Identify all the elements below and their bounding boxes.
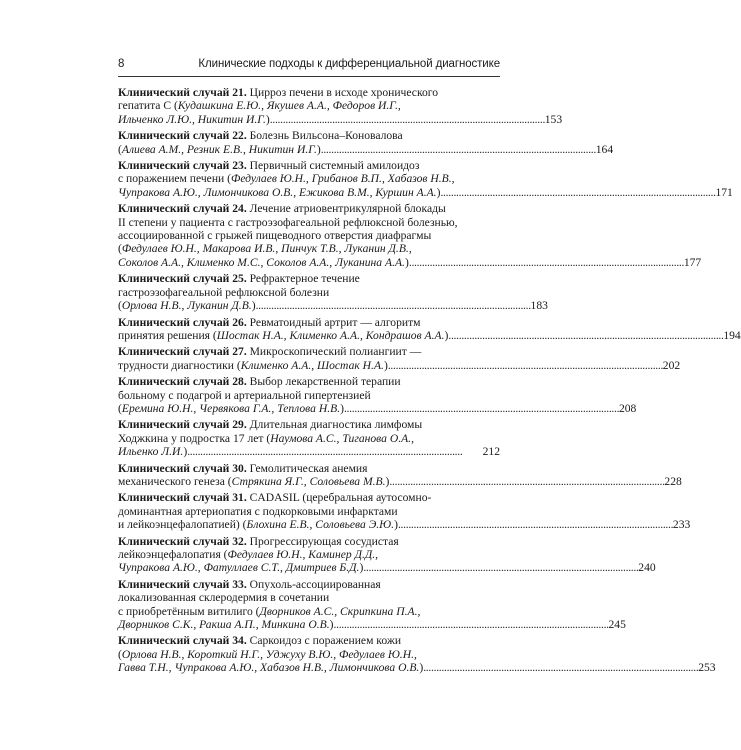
toc-line [118, 432, 500, 445]
toc-entry[interactable] [118, 315, 741, 343]
toc-entry[interactable] [118, 375, 637, 415]
title-text: Выбор лекарственной терапии [249, 375, 401, 389]
toc-line [118, 401, 637, 415]
toc-line [118, 591, 500, 604]
authors-text: Наумова А.С., Тиганова О.А., [270, 431, 414, 445]
authors-text: Дворников А.С., Скрипкина П.А., [259, 604, 421, 618]
authors-text: Клименко А.А., Шостак Н.А. [240, 358, 384, 372]
dot-leader [321, 143, 595, 156]
toc-line [118, 561, 656, 575]
page-ref: 171 [715, 185, 733, 199]
page-ref: 153 [544, 112, 563, 126]
toc-line [118, 112, 563, 126]
title-text: с приобретённым витилиго ( [118, 604, 260, 618]
title-text: ) [444, 328, 449, 342]
toc-line [118, 255, 702, 269]
toc-line [118, 535, 500, 548]
title-text: и лейкоэнцефалопатией) ( [118, 518, 247, 532]
toc-line-text [118, 329, 448, 342]
toc-line [118, 445, 500, 458]
toc-line [118, 345, 500, 358]
title-text: ) [183, 445, 188, 459]
toc-line-text [118, 272, 360, 285]
toc-line [118, 418, 500, 431]
toc-line [118, 462, 500, 475]
toc-line-text [118, 591, 329, 604]
authors-text: Федулаев Ю.Н., Каминер Д.Д., [227, 548, 379, 561]
toc-line-text [118, 535, 399, 548]
table-of-contents [118, 86, 741, 678]
title-text: Опухоль-ассоциированная [249, 577, 381, 591]
toc-line-text [118, 505, 398, 518]
dot-leader [187, 445, 481, 458]
case-label: Клинический случай 25. [118, 272, 247, 286]
toc-line-text [118, 299, 256, 312]
authors-text: Ильенко Л.И. [118, 445, 184, 459]
title-text: Первичный системный амилоидоз [249, 159, 420, 173]
title-text: ( [118, 142, 122, 156]
title-text: Ревматоидный артрит — алгоритм [249, 315, 421, 329]
authors-text: Чупракова А.Ю., Фатуллаев С.Т., Дмитриев Б.Д. [118, 561, 360, 575]
dot-leader [409, 256, 683, 269]
case-label: Клинический случай 27. [118, 345, 247, 359]
running-title: Клинические подходы к дифференциальной диагностике [198, 58, 500, 70]
toc-line-text [118, 648, 417, 661]
toc-line-text [118, 618, 334, 631]
title-text: лейкоэнцефалопатия ( [118, 548, 228, 561]
toc-line [118, 474, 682, 488]
page-ref: 233 [672, 518, 691, 532]
toc-entry[interactable] [118, 159, 733, 199]
toc-line-text [118, 432, 414, 445]
page-ref: 240 [638, 561, 656, 575]
toc-line-text [118, 86, 438, 99]
dot-leader [270, 113, 544, 126]
dot-leader [398, 518, 672, 531]
toc-line [118, 242, 500, 255]
toc-line-text [118, 661, 423, 674]
dot-leader [389, 475, 663, 488]
page-ref: 202 [662, 358, 681, 372]
title-text: с поражением печени ( [118, 172, 231, 186]
title-text: Ходжкина у подростка 17 лет ( [118, 431, 271, 445]
title-text: ) [394, 518, 398, 532]
toc-line [118, 286, 500, 299]
authors-text: Ильченко Л.Ю., Никитин И.Г. [118, 112, 266, 126]
toc-line [118, 142, 614, 156]
title-text: гепатита С ( [118, 99, 178, 113]
toc-line-text [118, 462, 367, 475]
toc-line [118, 548, 500, 561]
title-text: ) [251, 299, 256, 313]
toc-line-text [118, 345, 421, 358]
title-text: ассоциированной с грыжей пищеводного отверстия диафрагмы [118, 229, 432, 243]
case-label: Клинический случай 23. [118, 159, 247, 173]
toc-line [118, 491, 500, 504]
page-ref: 208 [618, 401, 637, 415]
page-ref: 194 [723, 328, 741, 342]
page-ref: 177 [683, 255, 702, 269]
case-label: Клинический случай 32. [118, 534, 247, 548]
toc-entry[interactable] [118, 202, 702, 269]
toc-line-text [118, 186, 440, 199]
toc-line [118, 129, 500, 142]
title-text: ) [329, 618, 334, 632]
toc-line [118, 605, 500, 618]
authors-text: Стрякина Я.Г., Соловьева М.В. [231, 474, 386, 488]
title-text: доминантная артериопатия с подкорковыми инфарктами [118, 504, 398, 518]
toc-line [118, 185, 733, 199]
authors-text: Дворников С.К., Ракша А.П., Минкина О.В. [118, 618, 330, 632]
toc-line-text [118, 578, 381, 591]
toc-line-text [118, 548, 378, 561]
toc-entry[interactable] [118, 272, 548, 313]
toc-line-text [118, 561, 363, 574]
toc-line-text [118, 359, 388, 372]
authors-text: Блохина Е.В., Соловьева Э.Ю. [246, 518, 395, 532]
toc-line [118, 648, 500, 661]
page-header [118, 58, 500, 76]
authors-text: Орлова Н.В., Короткий Н.Г., Уджуху В.Ю., Федулаев Ю.Н., [121, 647, 417, 661]
title-text: Микроскопический полиангиит — [249, 345, 422, 359]
title-text: механического генеза ( [118, 474, 232, 488]
title-text: ( [118, 242, 122, 256]
toc-line [118, 216, 500, 229]
title-text: CADASIL (церебральная аутосомно- [249, 491, 432, 505]
toc-entry[interactable] [118, 534, 656, 575]
toc-line [118, 229, 500, 242]
toc-line-text [118, 402, 344, 415]
title-text: II степени у пациента с гастроэзофагеальной рефлюксной болезнью, [118, 215, 458, 229]
toc-line-text [118, 445, 187, 458]
toc-line-text [118, 99, 401, 112]
toc-line-text [118, 172, 455, 185]
page-ref: 228 [664, 474, 682, 488]
title-text: ( [118, 647, 122, 661]
title-text: Гемолитическая анемия [249, 461, 368, 475]
toc-line-text [118, 216, 458, 229]
dot-leader [256, 299, 530, 312]
title-text: ) [419, 661, 424, 675]
dot-leader [423, 661, 697, 674]
toc-line [118, 159, 500, 172]
toc-line-text [118, 418, 422, 431]
case-label: Клинический случай 29. [118, 418, 247, 432]
case-label: Клинический случай 26. [118, 315, 247, 329]
case-label: Клинический случай 31. [118, 491, 247, 505]
title-text: Цирроз печени в исходе хронического [249, 86, 439, 99]
toc-entry[interactable] [118, 418, 500, 458]
toc-line-text [118, 316, 421, 329]
toc-line [118, 299, 548, 313]
authors-text: Еремина Ю.Н., Червякова Г.А., Теплова Н.В. [121, 401, 341, 415]
toc-line-text [118, 605, 420, 618]
title-text: ) [385, 474, 390, 488]
toc-line [118, 358, 681, 372]
toc-line [118, 578, 500, 591]
authors-text: Гавва Т.Н., Чупракова А.Ю., Хабазов Н.В., Лимончикова О.В. [118, 661, 420, 675]
title-text: ) [383, 358, 388, 372]
toc-line-text [118, 634, 401, 647]
title-text: больному с подагрой и артериальной гипертензией [118, 388, 371, 402]
dot-leader [388, 359, 662, 372]
toc-line [118, 634, 500, 647]
toc-line-text [118, 518, 398, 531]
title-text: Лечение атриовентрикулярной блокады [249, 202, 446, 216]
toc-line [118, 172, 500, 185]
authors-text: Чупракова А.Ю., Лимончикова О.В., Ежикова В.М., Куршин А.А. [118, 185, 437, 199]
page-number: 8 [118, 58, 125, 70]
toc-entry[interactable] [118, 577, 626, 632]
title-text: локализованная склеродермия в сочетании [118, 591, 330, 605]
authors-text: Федулаев Ю.Н., Макарова И.В., Пинчук Т.В., Луканин Д.В., [121, 242, 412, 256]
dot-leader [440, 186, 714, 199]
title-text: ) [404, 255, 409, 269]
toc-line [118, 202, 500, 215]
toc-line [118, 86, 500, 99]
title-text: Болезнь Вильсона–Коновалова [249, 129, 403, 143]
toc-line-text [118, 229, 431, 242]
title-text: ) [265, 112, 270, 126]
toc-line [118, 328, 741, 342]
title-text: Саркоидоз с поражением кожи [249, 634, 402, 648]
title-text: Длительная диагностика лимфомы [249, 418, 423, 432]
case-label: Клинический случай 34. [118, 634, 247, 648]
title-text: ) [359, 561, 364, 575]
toc-line-text [118, 143, 321, 156]
toc-line-text [118, 475, 389, 488]
dot-leader [363, 561, 637, 574]
toc-line [118, 505, 500, 518]
toc-line-text [118, 491, 431, 504]
page-ref: 183 [530, 299, 548, 313]
toc-entry[interactable] [118, 491, 691, 532]
toc-entry[interactable] [118, 129, 614, 156]
toc-entry[interactable] [118, 345, 681, 372]
authors-text: Федулаев Ю.Н., Грибанов В.П., Хабазов Н.В., [231, 172, 455, 186]
case-label: Клинический случай 30. [118, 461, 247, 475]
toc-line-text [118, 242, 412, 255]
toc-line-text [118, 129, 403, 142]
case-label: Клинический случай 24. [118, 202, 247, 216]
case-label: Клинический случай 22. [118, 129, 247, 143]
toc-line [118, 518, 691, 532]
toc-entry[interactable] [118, 634, 716, 675]
case-label: Клинический случай 28. [118, 375, 247, 389]
case-label: Клинический случай 21. [118, 86, 247, 99]
title-text: ( [118, 299, 122, 313]
title-text: гастроэзофагеальной рефлюксной болезни [118, 285, 330, 299]
toc-line-text [118, 389, 371, 402]
toc-line-text [118, 286, 329, 299]
toc-entry[interactable] [118, 461, 682, 489]
toc-line [118, 661, 716, 675]
toc-line-text [118, 113, 270, 126]
page-ref: 253 [698, 661, 716, 675]
authors-text: Алиева А.М., Резник Е.В., Никитин И.Г. [121, 142, 317, 156]
title-text: Рефрактерное течение [249, 272, 360, 286]
title-text: принятия решения ( [118, 328, 217, 342]
dot-leader [344, 402, 618, 415]
case-label: Клинический случай 33. [118, 577, 247, 591]
toc-entry[interactable] [118, 86, 563, 126]
toc-line [118, 618, 626, 632]
toc-line [118, 375, 500, 388]
authors-text: Шостак Н.А., Клименко А.А., Кондрашов А.А. [216, 328, 445, 342]
toc-line-text [118, 202, 446, 215]
title-text: Прогрессирующая сосудистая [249, 534, 399, 548]
authors-text: Соколов А.А., Клименко М.С., Соколов А.А., Луканина А.А. [118, 255, 405, 269]
title-text: ( [118, 401, 122, 415]
toc-line [118, 272, 500, 285]
dot-leader [448, 329, 722, 342]
page-ref: 245 [608, 618, 626, 632]
title-text: ) [436, 185, 441, 199]
title-text: ) [316, 142, 321, 156]
toc-line [118, 316, 500, 329]
page-ref: 212 [482, 445, 500, 459]
authors-text: Орлова Н.В., Луканин Д.В. [121, 299, 252, 313]
page-ref: 164 [595, 142, 614, 156]
toc-line-text [118, 256, 409, 269]
header-rule [118, 76, 500, 77]
toc-line [118, 99, 500, 112]
toc-line [118, 389, 500, 402]
authors-text: Кудашкина Е.Ю., Якушев А.А., Федоров И.Г., [177, 99, 401, 113]
toc-line-text [118, 375, 401, 388]
title-text: ) [340, 401, 344, 415]
title-text: трудности диагностики ( [118, 358, 241, 372]
dot-leader [334, 618, 608, 631]
toc-line-text [118, 159, 419, 172]
